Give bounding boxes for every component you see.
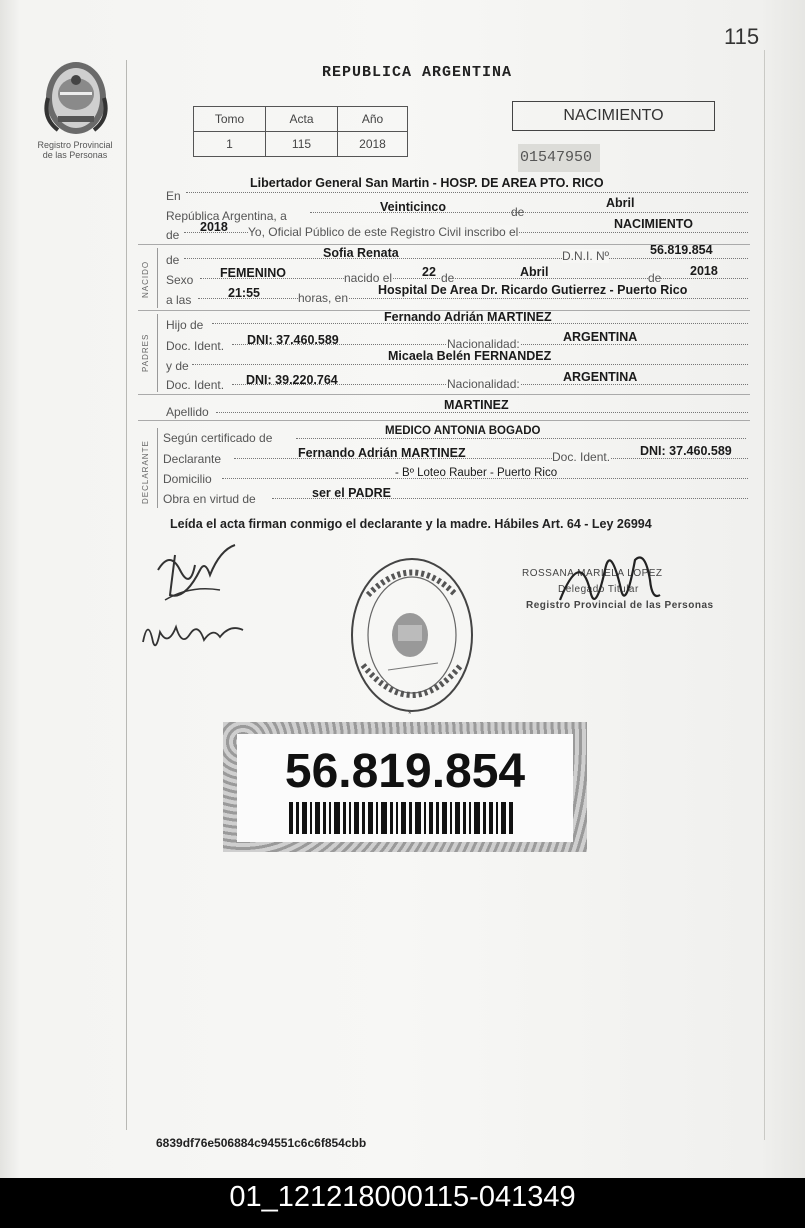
field-padre-doc: DNI: 37.460.589 xyxy=(247,333,339,347)
label-nacido-el: nacido el xyxy=(344,271,393,285)
field-declarante: Fernando Adrián MARTINEZ xyxy=(298,446,466,460)
serial-number: 01547950 xyxy=(518,144,600,172)
document-title: REPUBLICA ARGENTINA xyxy=(322,64,513,81)
label-nacionalidad: Nacionalidad: xyxy=(447,337,520,351)
officer-signature-icon xyxy=(550,540,670,620)
left-margin-rule xyxy=(126,60,127,1130)
field-lugar: Libertador General San Martin - HOSP. DE AREA PTO. RICO xyxy=(250,176,604,190)
label-de: de xyxy=(166,228,180,242)
section-divider xyxy=(138,394,750,395)
label-sexo: Sexo xyxy=(166,273,194,287)
field-certificado: MEDICO ANTONIA BOGADO xyxy=(385,425,541,437)
label-hijo-de: Hijo de xyxy=(166,318,204,332)
mother-signature-icon xyxy=(138,612,248,657)
label-de: de xyxy=(648,271,662,285)
field-lugar-nac: Hospital De Area Dr. Ricardo Gutierrez - Puerto Rico xyxy=(378,283,688,297)
label-segun: Según certificado de xyxy=(163,431,273,445)
field-anio-nac: 2018 xyxy=(690,264,718,278)
field-apellido: MARTINEZ xyxy=(444,398,509,412)
declarant-signature-icon xyxy=(150,540,250,610)
dotted-line xyxy=(310,212,748,213)
label-de: de xyxy=(166,253,180,267)
officer-office: Registro Provincial de las Personas xyxy=(526,600,714,611)
field-madre-nac: ARGENTINA xyxy=(563,370,638,384)
right-margin-rule xyxy=(764,50,765,1140)
svg-text:*: * xyxy=(408,709,412,719)
table-row xyxy=(194,132,408,157)
field-dni: 56.819.854 xyxy=(650,243,713,257)
field-padre-nac: ARGENTINA xyxy=(563,330,638,344)
official-stamp-icon xyxy=(348,555,476,720)
field-domicilio: - Bº Loteo Rauber - Puerto Rico xyxy=(395,467,558,479)
field-declarante-doc: DNI: 37.460.589 xyxy=(640,444,732,458)
logo-caption: Registro Provincial de las Personas xyxy=(37,140,113,160)
dotted-line xyxy=(192,364,748,365)
field-dia-texto: Veinticinco xyxy=(380,200,446,214)
label-yo: Yo, Oficial Público de este Registro Civil inscribo el xyxy=(248,225,519,239)
header-tomo: Tomo xyxy=(194,107,266,132)
closing-statement: Leída el acta firman conmigo el declarante y la madre. Hábiles Art. 64 - Ley 26994 xyxy=(170,517,652,531)
dotted-line xyxy=(184,258,748,259)
field-mes: Abril xyxy=(606,196,635,210)
label-de: de xyxy=(441,271,455,285)
label-declarante: Declarante xyxy=(163,452,222,466)
field-madre-doc: DNI: 39.220.764 xyxy=(246,373,338,387)
label-obra: Obra en virtud de xyxy=(163,492,256,506)
page-number: 115 xyxy=(724,24,760,49)
value-tomo: 1 xyxy=(194,132,266,157)
provincial-registry-emblem-icon xyxy=(38,58,114,138)
label-y-de: y de xyxy=(166,359,189,373)
label-de: de xyxy=(511,205,525,219)
header-acta: Acta xyxy=(266,107,338,132)
field-tipo-inscripcion: NACIMIENTO xyxy=(614,217,693,231)
dni-label-number: 56.819.854 xyxy=(284,745,526,798)
label-domicilio: Domicilio xyxy=(163,472,212,486)
field-nombre: Sofia Renata xyxy=(323,246,399,260)
label-apellido: Apellido xyxy=(166,405,209,419)
field-sexo: FEMENINO xyxy=(220,266,286,280)
field-madre: Micaela Belén FERNANDEZ xyxy=(388,349,552,363)
field-hora: 21:55 xyxy=(228,286,260,300)
label-en: En xyxy=(166,189,181,203)
label-nacionalidad: Nacionalidad: xyxy=(447,377,520,391)
section-bracket xyxy=(157,428,158,508)
field-dia-nac: 22 xyxy=(422,265,436,279)
section-divider xyxy=(138,420,750,421)
field-anio: 2018 xyxy=(200,220,228,234)
value-anio: 2018 xyxy=(338,132,408,157)
footer-document-id: 01_121218000115-041349 xyxy=(229,1181,576,1213)
label-horas-en: horas, en xyxy=(298,291,349,305)
label-doc-ident: Doc. Ident. xyxy=(166,378,225,392)
label-a-las: a las xyxy=(166,293,192,307)
barcode-icon xyxy=(289,802,513,834)
value-acta: 115 xyxy=(266,132,338,157)
table-header-row xyxy=(194,107,408,132)
field-padre: Fernando Adrián MARTINEZ xyxy=(384,310,552,324)
field-mes-nac: Abril xyxy=(520,265,549,279)
label-doc-ident: Doc. Ident. xyxy=(166,339,225,353)
dotted-line xyxy=(186,192,748,193)
officer-role: Delegado Titular xyxy=(558,584,639,595)
field-obra: ser el PADRE xyxy=(312,486,391,500)
side-label-padres: PADRES xyxy=(141,333,150,372)
act-type-box: NACIMIENTO xyxy=(512,101,715,131)
header-anio: Año xyxy=(338,107,408,132)
registry-table xyxy=(193,106,408,157)
side-label-nacido: NACIDO xyxy=(141,260,150,298)
dotted-line xyxy=(216,412,748,413)
section-bracket xyxy=(157,314,158,392)
dotted-line xyxy=(296,438,746,439)
officer-name: ROSSANA MARIELA LOPEZ xyxy=(522,568,663,579)
label-republica: República Argentina, a xyxy=(166,209,287,223)
section-bracket xyxy=(157,248,158,308)
document-hash: 6839df76e506884c94551c6c6f854cbb xyxy=(156,1136,367,1150)
side-label-declarante: DECLARANTE xyxy=(141,440,150,504)
dotted-line xyxy=(198,298,748,299)
label-dni: D.N.I. Nº xyxy=(562,249,610,263)
label-doc-ident: Doc. Ident. xyxy=(552,450,611,464)
